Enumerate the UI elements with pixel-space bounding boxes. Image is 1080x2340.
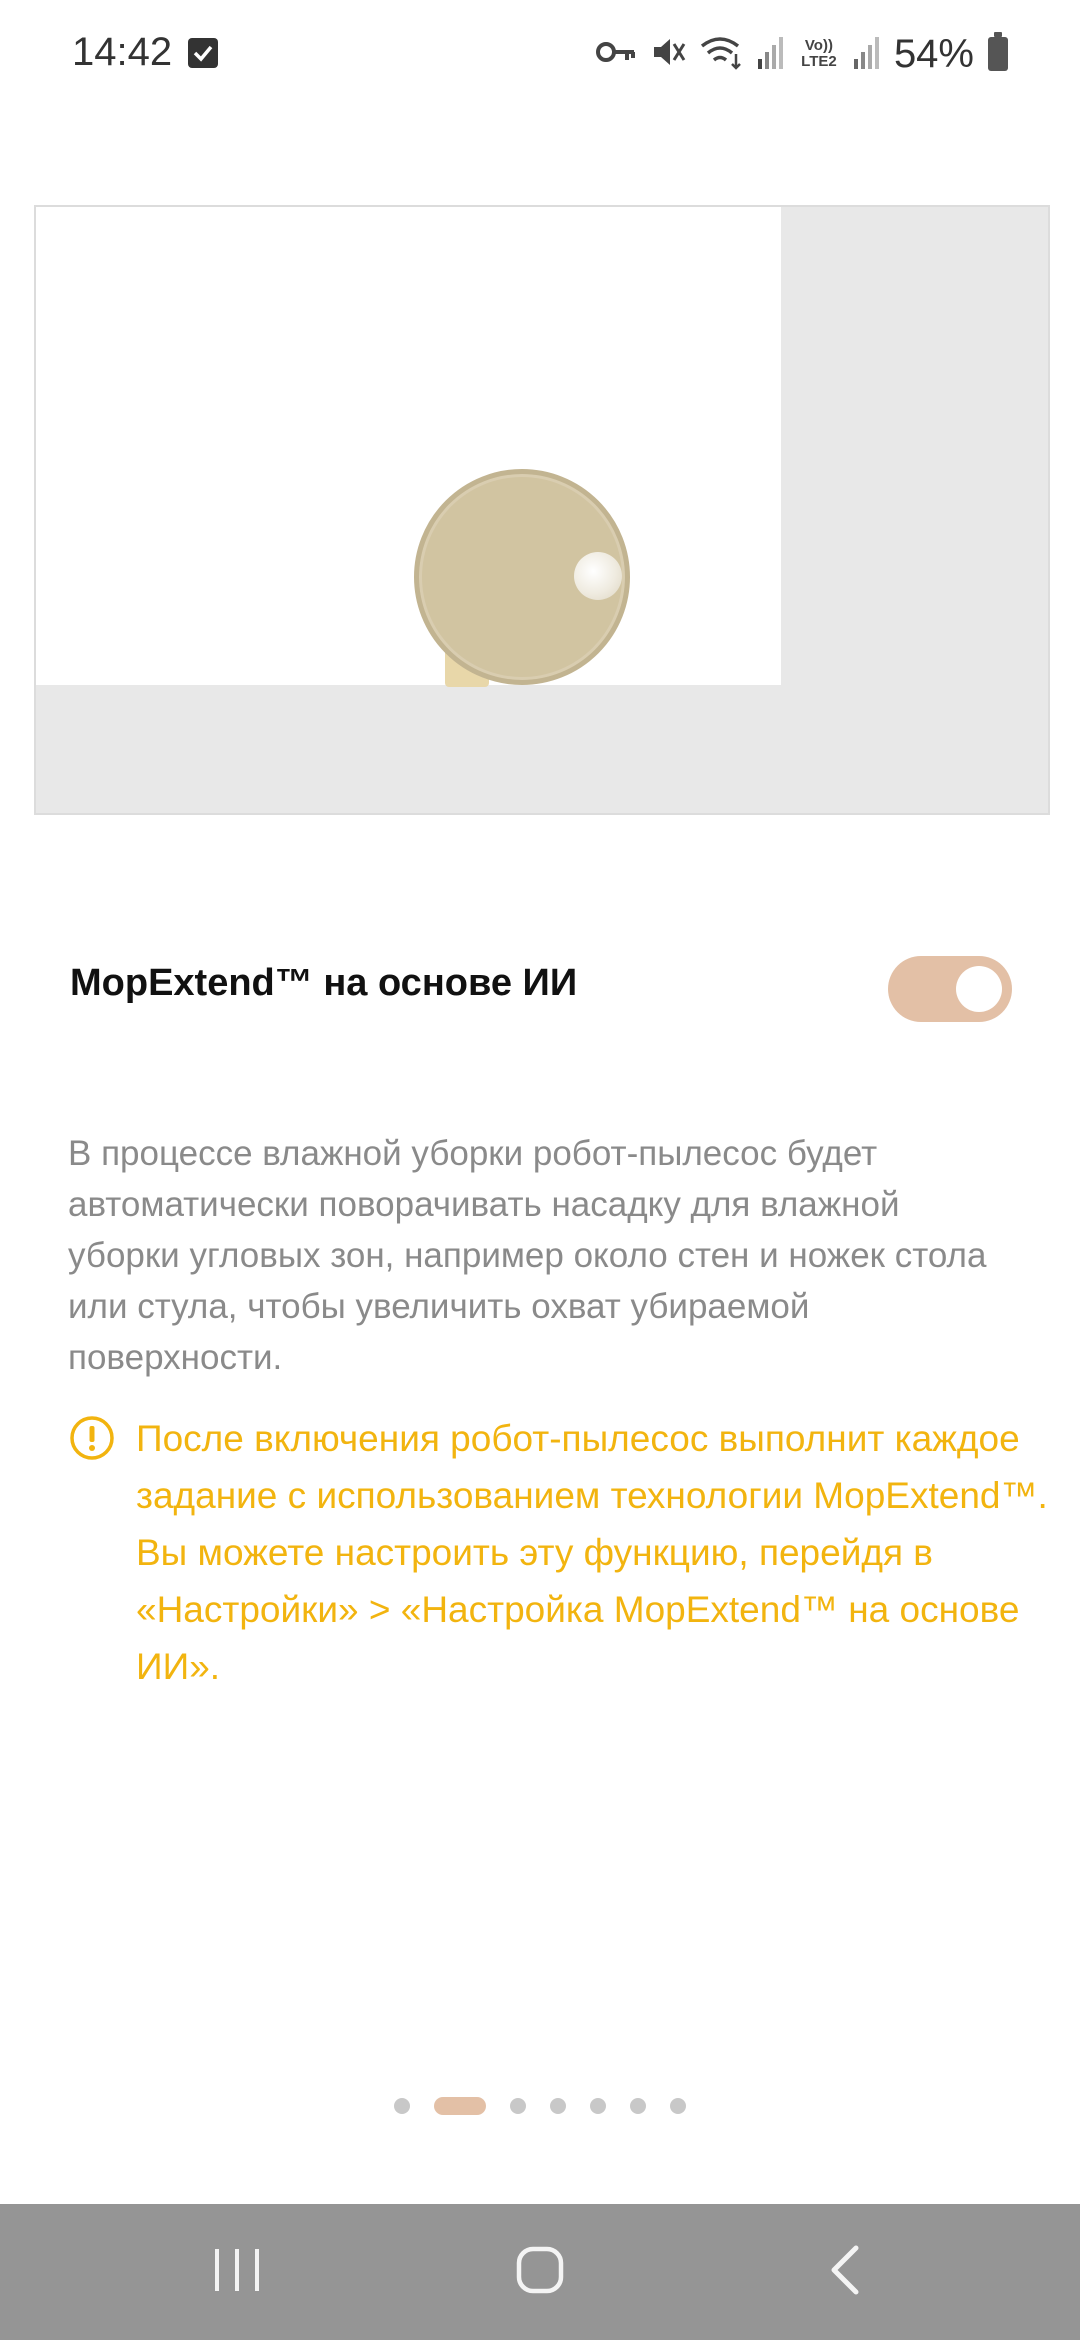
page-indicator (0, 2096, 1080, 2116)
robot-vacuum-icon (414, 469, 630, 685)
vpn-key-icon (596, 37, 636, 72)
wifi-icon (700, 34, 744, 75)
status-bar (0, 0, 1080, 110)
mute-icon (650, 34, 686, 75)
warning-icon (68, 1414, 116, 1462)
navigation-bar (0, 2204, 1080, 2340)
feature-description: В процессе влажной уборки робот-пылесос будет автоматически поворачивать насадку для влажной уборки угловых зон, например около стен и ножек стола или стула, чтобы увеличить охват убираемой поверхности. (68, 1134, 987, 1377)
page-dot (670, 2098, 686, 2114)
page-dot (590, 2098, 606, 2114)
home-icon (515, 2245, 565, 2300)
checkbox-icon (188, 38, 218, 68)
robot-sensor (574, 552, 622, 600)
back-button[interactable] (800, 2240, 890, 2304)
volte-icon: Vo)) LTE2 (801, 37, 837, 70)
back-icon (828, 2244, 862, 2301)
battery-icon (988, 37, 1008, 71)
page-dot-active (434, 2097, 486, 2115)
page-dot (630, 2098, 646, 2114)
home-button[interactable] (495, 2240, 585, 2304)
toggle-knob (956, 966, 1002, 1012)
status-time: 14:42 (72, 30, 173, 74)
signal-icon (758, 35, 784, 74)
page-dot (550, 2098, 566, 2114)
setting-title: MopExtend™ на основе ИИ (70, 962, 578, 1004)
feature-illustration (34, 205, 1050, 815)
signal-icon (854, 35, 880, 74)
recents-button[interactable] (192, 2240, 282, 2304)
mopextend-toggle[interactable] (888, 956, 1012, 1022)
battery-percent: 54% (893, 31, 974, 76)
warning-text: После включения робот-пылесос выполнит каждое задание с использованием технологии MopExtend™. Вы можете настроить эту функцию, перейдя в «Настройки» > «Настройка MopExtend™ на основе ИИ». (136, 1418, 1048, 1687)
recents-icon (213, 2247, 261, 2298)
page-dot (510, 2098, 526, 2114)
page-dot (394, 2098, 410, 2114)
room-area (36, 207, 781, 685)
status-icons (596, 30, 1008, 78)
